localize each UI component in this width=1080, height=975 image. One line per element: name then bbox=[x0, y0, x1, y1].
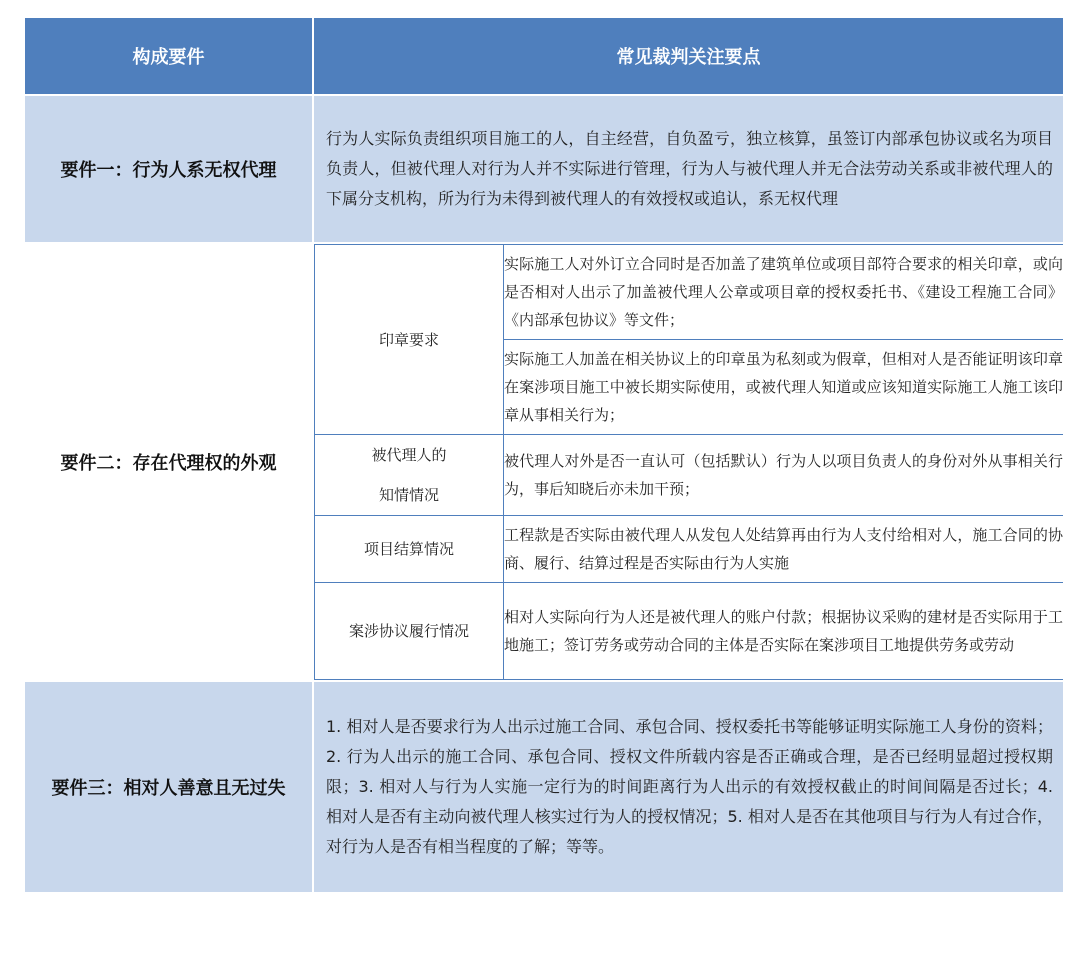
subtable-row bbox=[315, 435, 1064, 516]
subitem-settlement-label: 项目结算情况 bbox=[315, 516, 504, 583]
requirements-table bbox=[23, 16, 1065, 894]
requirement-2-subtable-cell bbox=[313, 243, 1064, 681]
table-row bbox=[24, 243, 1064, 681]
subitem-performance-label: 案涉协议履行情况 bbox=[315, 583, 504, 680]
requirement-2-subtable bbox=[314, 244, 1064, 680]
subtable-row bbox=[315, 516, 1064, 583]
subitem-seal-label: 印章要求 bbox=[315, 245, 504, 435]
header-col-focus-points: 常见裁判关注要点 bbox=[313, 17, 1064, 95]
requirement-3-label: 要件三：相对人善意且无过失 bbox=[24, 681, 313, 893]
table-row bbox=[24, 681, 1064, 893]
subitem-settlement-text: 工程款是否实际由被代理人从发包人处结算再由行为人支付给相对人，施工合同的协商、履行、结算过程是否实际由行为人实施 bbox=[504, 516, 1064, 583]
subitem-performance-text: 相对人实际向行为人还是被代理人的账户付款；根据协议采购的建材是否实际用于工地施工；签订劳务或劳动合同的主体是否实际在案涉项目工地提供劳务或劳动 bbox=[504, 583, 1064, 680]
requirement-2-label: 要件二：存在代理权的外观 bbox=[24, 243, 313, 681]
subitem-seal-text-2: 实际施工人加盖在相关协议上的印章虽为私刻或为假章，但相对人是否能证明该印章在案涉项目施工中被长期实际使用，或被代理人知道或应该知道实际施工人施工该印章从事相关行为； bbox=[504, 340, 1064, 435]
table-header-row bbox=[24, 17, 1064, 95]
subitem-knowledge-label bbox=[315, 435, 504, 516]
subitem-seal-text-1: 实际施工人对外订立合同时是否加盖了建筑单位或项目部符合要求的相关印章，或向是否相对人出示了加盖被代理人公章或项目章的授权委托书、《建设工程施工合同》《内部承包协议》等文件； bbox=[504, 245, 1064, 340]
subitem-knowledge-label-line2: 知情情况 bbox=[378, 486, 439, 504]
requirement-1-text: 行为人实际负责组织项目施工的人，自主经营，自负盈亏，独立核算，虽签订内部承包协议或名为项目负责人，但被代理人对行为人并不实际进行管理，行为人与被代理人并无合法劳动关系或非被代理人的下属分支机构，所为行为未得到被代理人的有效授权或追认，系无权代理 bbox=[313, 95, 1064, 243]
subtable-row bbox=[315, 583, 1064, 680]
subitem-knowledge-label-line1: 被代理人的 bbox=[371, 446, 447, 464]
subtable-row bbox=[315, 245, 1064, 340]
requirement-1-label: 要件一：行为人系无权代理 bbox=[24, 95, 313, 243]
table-row bbox=[24, 95, 1064, 243]
requirement-3-text: 1. 相对人是否要求行为人出示过施工合同、承包合同、授权委托书等能够证明实际施工人身份的资料；2. 行为人出示的施工合同、承包合同、授权文件所载内容是否正确或合理，是否已经明显超过授权期限；3. 相对人与行为人实施一定行为的时间距离行为人出示的有效授权截止的时间间隔是否过长；4. 相对人是否有主动向被代理人核实过行为人的授权情况；5. 相对人是否在其他项目与行为人有过合作，对行为人是否有相当程度的了解；等等。 bbox=[313, 681, 1064, 893]
header-col-requirement: 构成要件 bbox=[24, 17, 313, 95]
subitem-knowledge-text: 被代理人对外是否一直认可（包括默认）行为人以项目负责人的身份对外从事相关行为，事后知晓后亦未加干预； bbox=[504, 435, 1064, 516]
